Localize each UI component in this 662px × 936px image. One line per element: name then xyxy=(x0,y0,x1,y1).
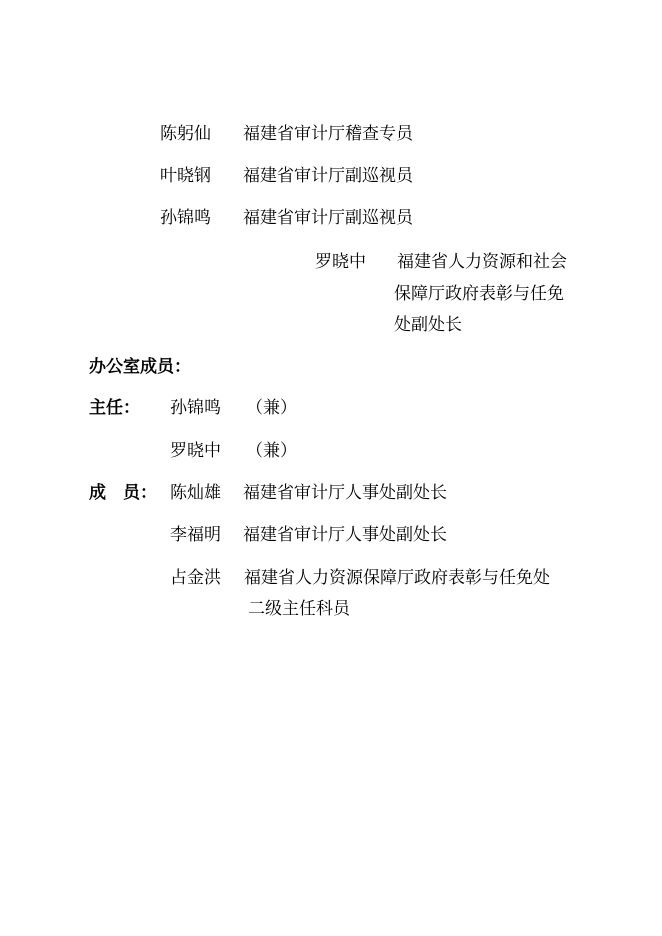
office-member-name: 占金洪 xyxy=(170,568,221,588)
member-title-line: 福建省人力资源和社会 xyxy=(397,252,567,272)
director-note: （兼） xyxy=(246,398,297,418)
members-label: 成 员： xyxy=(89,483,157,503)
office-member-name: 李福明 xyxy=(170,525,221,545)
member-name: 孙锦鸣 xyxy=(160,208,211,228)
director-note: （兼） xyxy=(246,441,297,461)
member-title-line: 保障厅政府表彰与任免 xyxy=(394,284,564,304)
member-name: 叶晓钢 xyxy=(160,166,211,186)
member-name: 陈躬仙 xyxy=(160,124,211,144)
director-name: 孙锦鸣 xyxy=(170,398,221,418)
member-title: 福建省审计厅副巡视员 xyxy=(243,208,413,228)
office-heading: 办公室成员： xyxy=(89,357,191,377)
office-member-title-line: 福建省人力资源保障厅政府表彰与任免处 xyxy=(244,568,550,588)
office-member-name: 陈灿雄 xyxy=(170,483,221,503)
director-label: 主任： xyxy=(89,398,140,418)
office-member-title: 福建省审计厅人事处副处长 xyxy=(243,525,447,545)
director-name: 罗晓中 xyxy=(170,441,221,461)
member-title: 福建省审计厅副巡视员 xyxy=(243,166,413,186)
office-member-title-line: 二级主任科员 xyxy=(248,599,350,619)
member-name: 罗晓中 xyxy=(315,252,366,272)
member-title-line: 处副处长 xyxy=(394,315,462,335)
office-member-title: 福建省审计厅人事处副处长 xyxy=(243,483,447,503)
member-title: 福建省审计厅稽查专员 xyxy=(243,124,413,144)
